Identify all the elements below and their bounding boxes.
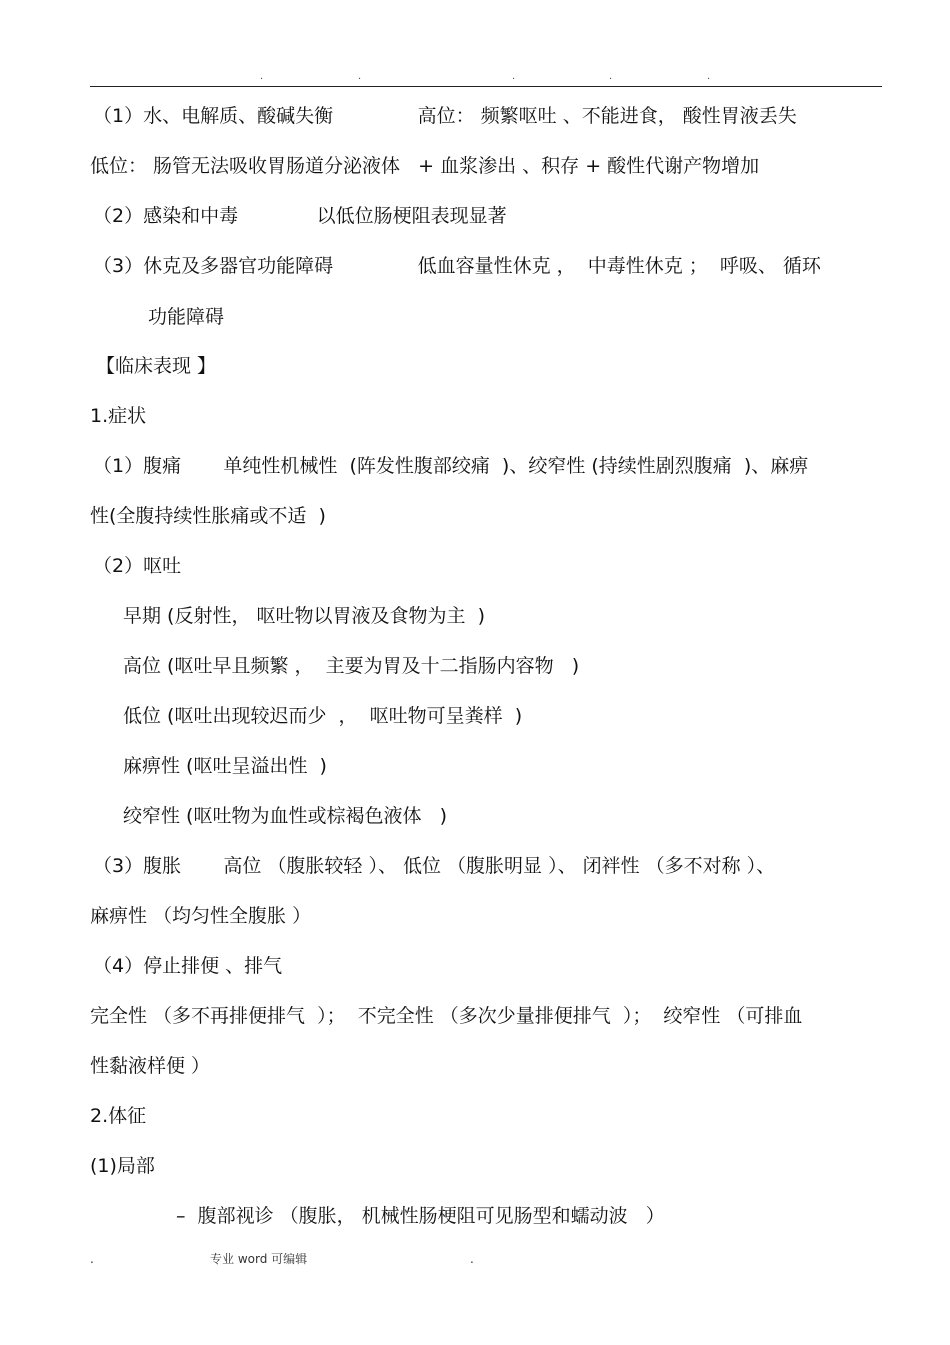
header-dot: . [707, 71, 711, 82]
text-line: 麻痹性 (呕吐呈溢出性 ) [123, 755, 327, 777]
text-line: 性(全腹持续性胀痛或不适 ) [90, 505, 326, 527]
text-line: 麻痹性 （均匀性全腹胀 ） [90, 905, 312, 927]
text-line: （3）休克及多器官功能障碍 低血容量性休克 ， 中毒性休克 ； 呼吸、 循环 [93, 255, 821, 277]
text-line: 低位： 肠管无法吸收胃肠道分泌液体 + 血浆渗出 、积存 + 酸性代谢产物增加 [90, 155, 760, 177]
page-footer [90, 1250, 790, 1268]
text-line: 性黏液样便 ） [90, 1055, 211, 1077]
text-line: （1）腹痛 单纯性机械性 (阵发性腹部绞痛 )、绞窄性 (持续性剧烈腹痛 )、麻痹 [93, 455, 809, 477]
header-dot: . [260, 71, 264, 82]
header-rule [90, 86, 882, 87]
header-dot: . [609, 71, 613, 82]
footer-dot: . [90, 1252, 94, 1266]
header-dot: . [358, 71, 362, 82]
text-line: 早期 (反射性， 呕吐物以胃液及食物为主 ) [123, 605, 485, 627]
subsection-heading: 2.体征 [90, 1105, 147, 1127]
text-line: 功能障碍 [148, 306, 225, 328]
text-line: (1)局部 [90, 1155, 155, 1177]
text-line: 低位 (呕吐出现较迟而少 ， 呕吐物可呈粪样 ) [123, 705, 523, 727]
subsection-heading: 1.症状 [90, 405, 147, 427]
header-dot: . [512, 71, 516, 82]
text-line: （3）腹胀 高位 （腹胀较轻 ）、 低位 （腹胀明显 ）、 闭袢性 （多不对称 ）、 [93, 855, 776, 877]
text-line: （2）感染和中毒 以低位肠梗阻表现显著 [93, 205, 507, 227]
text-line: （4）停止排便 、排气 [93, 955, 283, 977]
text-line: 高位 (呕吐早且频繁 ， 主要为胃及十二指肠内容物 ) [123, 655, 580, 677]
text-line: （2）呕吐 [93, 555, 182, 577]
footer-dot: . [470, 1252, 474, 1266]
text-line: 绞窄性 (呕吐物为血性或棕褐色液体 ) [123, 805, 447, 827]
text-line: （1）水、电解质、酸碱失衡 高位： 频繁呕吐 、不能进食， 酸性胃液丢失 [93, 105, 797, 127]
footer-text: 专业 word 可编辑 [210, 1252, 308, 1266]
section-heading: 【临床表现 】 [96, 355, 217, 377]
text-line: 完全性 （多不再排便排气 ）； 不完全性 （多次少量排便排气 ）； 绞窄性 （可排血 [90, 1005, 803, 1027]
list-item: – 腹部视诊 （腹胀， 机械性肠梗阻可见肠型和蠕动波 ） [176, 1205, 665, 1227]
header-dots [90, 70, 882, 84]
